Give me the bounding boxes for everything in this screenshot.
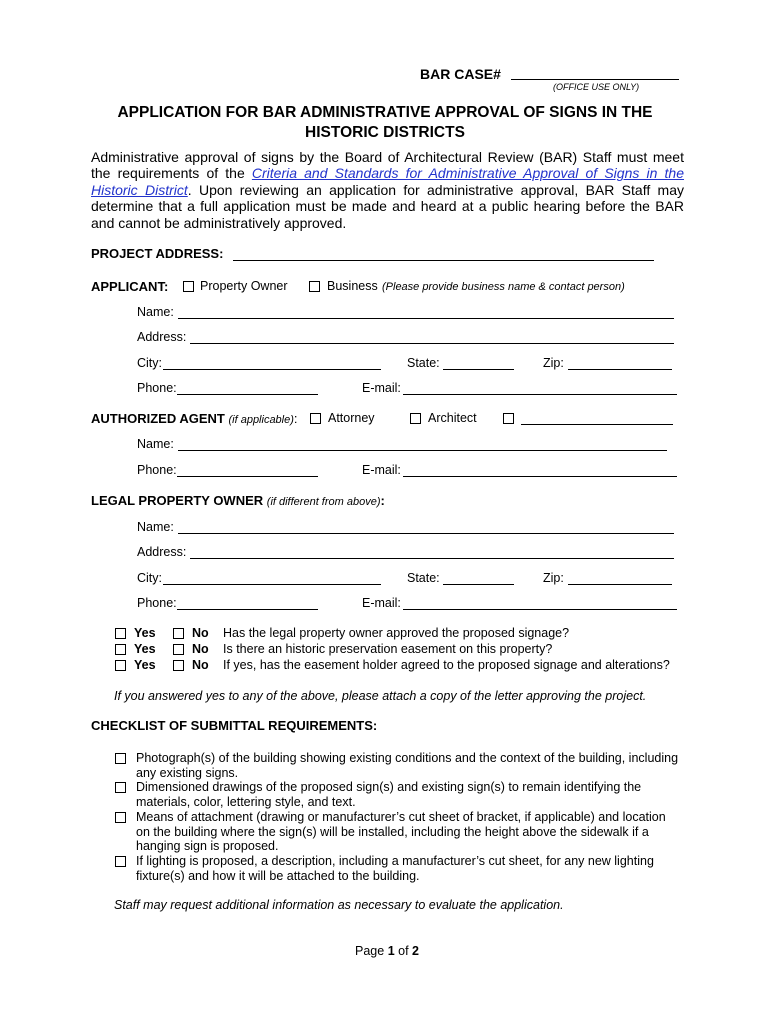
page-title-line2: HISTORIC DISTRICTS <box>305 124 465 141</box>
checklist-checkbox-2[interactable] <box>115 782 126 793</box>
owner-city-field[interactable] <box>163 584 381 585</box>
bar-case-field[interactable] <box>511 79 679 80</box>
applicant-city-label: City: <box>137 356 162 370</box>
applicant-address-label: Address: <box>137 330 187 344</box>
owner-email-field[interactable] <box>403 609 677 610</box>
applicant-zip-field[interactable] <box>568 369 672 370</box>
owner-email-label: E-mail: <box>362 596 401 610</box>
owner-name-label: Name: <box>137 520 174 534</box>
applicant-name-field[interactable] <box>178 318 674 319</box>
criteria-link[interactable]: Criteria and Standards for Administrative Approval of Signs in the Historic District <box>91 165 685 198</box>
q1-no-checkbox[interactable] <box>173 628 184 639</box>
checklist-item: Photograph(s) of the building showing existing conditions and the context of the building, including any existing signs. <box>136 751 679 780</box>
owner-address-field[interactable] <box>190 558 674 559</box>
architect-checkbox[interactable] <box>410 413 421 424</box>
agent-email-field[interactable] <box>403 476 677 477</box>
page-title: APPLICATION FOR BAR ADMINISTRATIVE APPROVAL OF SIGNS IN THE <box>117 104 653 121</box>
q2-yes-label: Yes <box>134 642 156 656</box>
agent-heading: AUTHORIZED AGENT (if applicable): <box>91 411 298 426</box>
page-number: Page 1 of 2 <box>355 944 419 958</box>
q2-no-label: No <box>192 642 209 656</box>
applicant-phone-label: Phone: <box>137 381 177 395</box>
applicant-label: APPLICANT: <box>91 279 169 294</box>
architect-label: Architect <box>428 411 477 425</box>
owner-city-label: City: <box>137 571 162 585</box>
owner-state-label: State: <box>407 571 440 585</box>
bar-case-label: BAR CASE# <box>420 66 501 82</box>
property-owner-checkbox[interactable] <box>183 281 194 292</box>
checklist-heading: CHECKLIST OF SUBMITTAL REQUIREMENTS: <box>91 718 378 733</box>
checklist-item: Dimensioned drawings of the proposed sign(s) and existing sign(s) to remain identifying the materials, color, lettering style, and text. <box>136 780 642 809</box>
applicant-city-field[interactable] <box>163 369 381 370</box>
checklist-item: Means of attachment (drawing or manufacturer’s cut sheet of bracket, if applicable) and location on the building where the sign(s) will be installed, including the height above the sidewalk if a hanging sign is proposed. <box>136 810 666 854</box>
applicant-zip-label: Zip: <box>543 356 564 370</box>
project-address-label: PROJECT ADDRESS: <box>91 246 224 261</box>
agent-name-field[interactable] <box>178 450 667 451</box>
applicant-phone-field[interactable] <box>177 394 318 395</box>
owner-zip-label: Zip: <box>543 571 564 585</box>
applicant-email-label: E-mail: <box>362 381 401 395</box>
applicant-state-label: State: <box>407 356 440 370</box>
applicant-email-field[interactable] <box>403 394 677 395</box>
owner-address-label: Address: <box>137 545 187 559</box>
applicant-state-field[interactable] <box>443 369 514 370</box>
agent-email-label: E-mail: <box>362 463 401 477</box>
business-label: Business <box>327 279 378 293</box>
applicant-name-label: Name: <box>137 305 174 319</box>
business-checkbox[interactable] <box>309 281 320 292</box>
q1-text: Has the legal property owner approved the proposed signage? <box>223 626 570 640</box>
q1-yes-label: Yes <box>134 626 156 640</box>
office-use-note: (OFFICE USE ONLY) <box>553 82 640 92</box>
checklist-item: If lighting is proposed, a description, including a manufacturer’s cut sheet, for any new lighting fixture(s) and how it will be attached to the building. <box>136 854 654 883</box>
attorney-label: Attorney <box>328 411 375 425</box>
other-agent-field[interactable] <box>521 424 673 425</box>
applicant-address-field[interactable] <box>190 343 674 344</box>
questions-note: If you answered yes to any of the above, please attach a copy of the letter approving the project. <box>114 689 647 703</box>
checklist-checkbox-4[interactable] <box>115 856 126 867</box>
intro-paragraph: Administrative approval of signs by the Board of Architectural Review (BAR) Staff must meet the requirements of the Criteria and Standards for Administrative Approval of Signs in the Historic District. Upon reviewing an application for administrative approval, BAR Staff may determine that a full application must be made and heard at a public hearing before the BAR and cannot be administratively approved. <box>91 149 685 231</box>
checklist-note: Staff may request additional information as necessary to evaluate the application. <box>114 898 564 912</box>
owner-phone-label: Phone: <box>137 596 177 610</box>
owner-name-field[interactable] <box>178 533 674 534</box>
business-note: (Please provide business name & contact person) <box>382 281 625 293</box>
q1-no-label: No <box>192 626 209 640</box>
property-owner-label: Property Owner <box>200 279 288 293</box>
agent-name-label: Name: <box>137 437 174 451</box>
project-address-field[interactable] <box>233 260 654 261</box>
q3-yes-checkbox[interactable] <box>115 660 126 671</box>
q2-text: Is there an historic preservation easement on this property? <box>223 642 553 656</box>
checklist-checkbox-1[interactable] <box>115 753 126 764</box>
owner-zip-field[interactable] <box>568 584 672 585</box>
q3-text: If yes, has the easement holder agreed to the proposed signage and alterations? <box>223 658 670 672</box>
owner-phone-field[interactable] <box>177 609 318 610</box>
agent-phone-label: Phone: <box>137 463 177 477</box>
q1-yes-checkbox[interactable] <box>115 628 126 639</box>
agent-phone-field[interactable] <box>177 476 318 477</box>
attorney-checkbox[interactable] <box>310 413 321 424</box>
q2-no-checkbox[interactable] <box>173 644 184 655</box>
q3-no-checkbox[interactable] <box>173 660 184 671</box>
other-agent-checkbox[interactable] <box>503 413 514 424</box>
q3-yes-label: Yes <box>134 658 156 672</box>
checklist-checkbox-3[interactable] <box>115 812 126 823</box>
owner-heading: LEGAL PROPERTY OWNER (if different from above): <box>91 493 385 508</box>
q2-yes-checkbox[interactable] <box>115 644 126 655</box>
q3-no-label: No <box>192 658 209 672</box>
owner-state-field[interactable] <box>443 584 514 585</box>
